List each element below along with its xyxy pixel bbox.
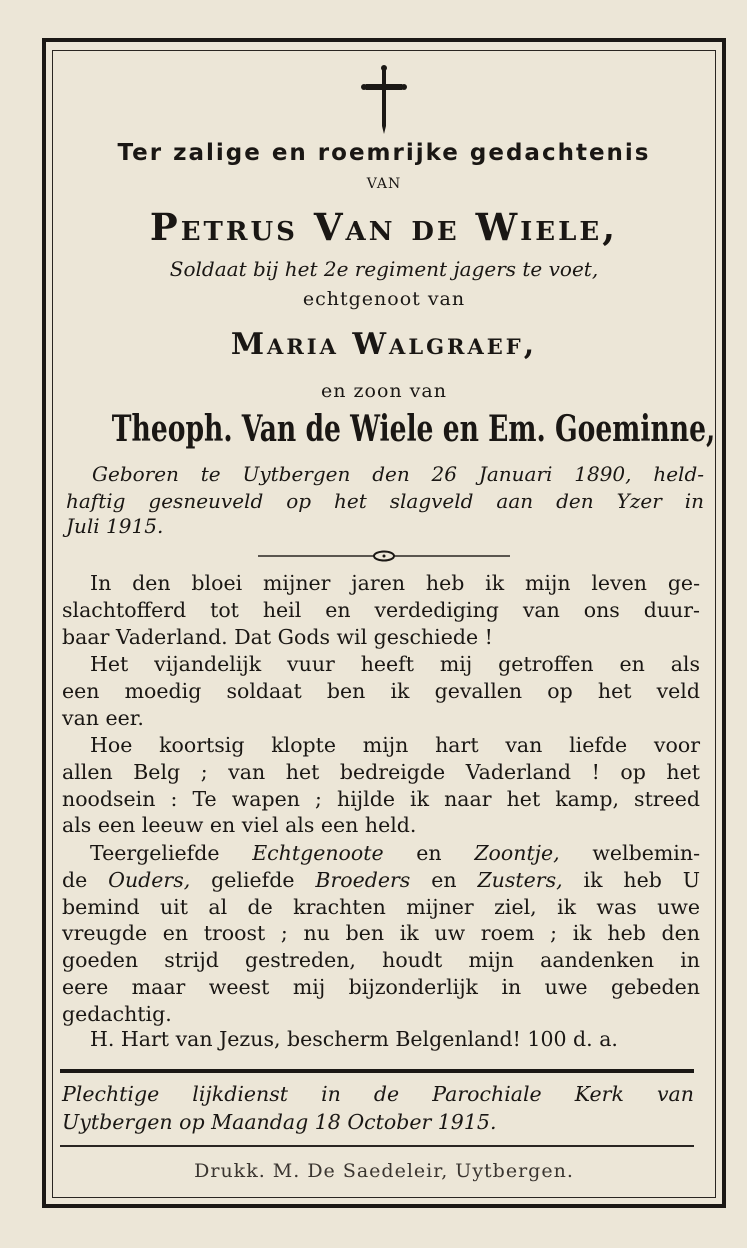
ornament-divider — [258, 549, 510, 563]
paragraph-line: noodsein : Te wapen ; hijlde ik naar het kamp, streed — [62, 786, 700, 811]
parents-names: Theoph. Van de Wiele en Em. Goeminne, — [111, 408, 716, 450]
paragraph-line: slachtofferd tot heil en verdediging van ons duur- — [62, 597, 700, 622]
paragraph-line: de Ouders, geliefde Broeders en Zusters, ik heb U — [62, 867, 701, 892]
paragraph-line: goeden strijd gestreden, houdt mijn aandenken in — [62, 948, 700, 973]
birth-line-1: Geboren te Uytbergen den 26 Januari 1890, held- — [92, 462, 704, 486]
paragraph-line: eere maar weest mij bijzonderlijk in uwe gebeden — [62, 974, 700, 999]
paragraph-line: Hoe koortsig klopte mijn hart van liefde voor — [90, 733, 700, 757]
birth-line-3: Juli 1915. — [66, 514, 164, 538]
paragraph-line: baar Vaderland. Dat Gods wil geschiede ! — [62, 624, 493, 649]
paragraph-line: een moedig soldaat ben ik gevallen op het veld — [62, 678, 700, 703]
paragraph-line: Het vijandelijk vuur heeft mij getroffen en als — [90, 652, 700, 676]
son-intro: en zoon van — [321, 380, 447, 402]
paragraph-2 — [62, 651, 700, 731]
paragraph-line: gedachtig. — [62, 1001, 172, 1026]
paragraph-4 — [62, 840, 700, 1028]
paragraph-line: allen Belg ; van het bedreigde Vaderland ! op het — [62, 759, 700, 784]
paragraph-line: bemind uit al de krachten mijner ziel, ik was uwe — [62, 894, 700, 919]
rank-line: Soldaat bij het 2e regiment jagers te voet, — [169, 257, 599, 281]
service-line-1: Plechtige lijkdienst in de Parochiale Kerk van — [62, 1082, 694, 1106]
separator-thin — [60, 1145, 694, 1147]
printer-credit: Drukk. M. De Saedeleir, Uytbergen. — [194, 1160, 574, 1182]
paragraph-1 — [62, 570, 700, 650]
separator-thick — [60, 1069, 694, 1073]
paragraph-line: H. Hart van Jezus, bescherm Belgenland! 100 d. a. — [90, 1027, 618, 1051]
paragraph-line: van eer. — [62, 705, 144, 730]
paragraph-line: Teergeliefde Echtgenoote en Zoontje, welbemin- — [90, 841, 700, 865]
paragraph-line: vreugde en troost ; nu ben ik uw roem ; ik heb den — [62, 921, 700, 946]
cross-icon — [360, 64, 408, 136]
paragraph-3 — [62, 732, 700, 839]
spouse-intro: echtgenoot van — [302, 288, 466, 310]
prayer-line — [62, 1026, 700, 1053]
heading: Ter zalige en roemrijke gedachtenis — [117, 140, 651, 166]
paragraph-line: In den bloei mijner jaren heb ik mijn leven ge- — [90, 571, 700, 595]
spouse-name: Maria Walgraef, — [230, 327, 538, 362]
service-line-2: Uytbergen op Maandag 18 October 1915. — [62, 1110, 497, 1134]
deceased-name: Petrus Van de Wiele, — [149, 205, 619, 249]
birth-line-2: haftig gesneuveld op het slagveld aan den Yzer in — [66, 489, 704, 513]
paragraph-line: als een leeuw en viel als een held. — [62, 813, 417, 838]
van-label: VAN — [366, 176, 402, 192]
